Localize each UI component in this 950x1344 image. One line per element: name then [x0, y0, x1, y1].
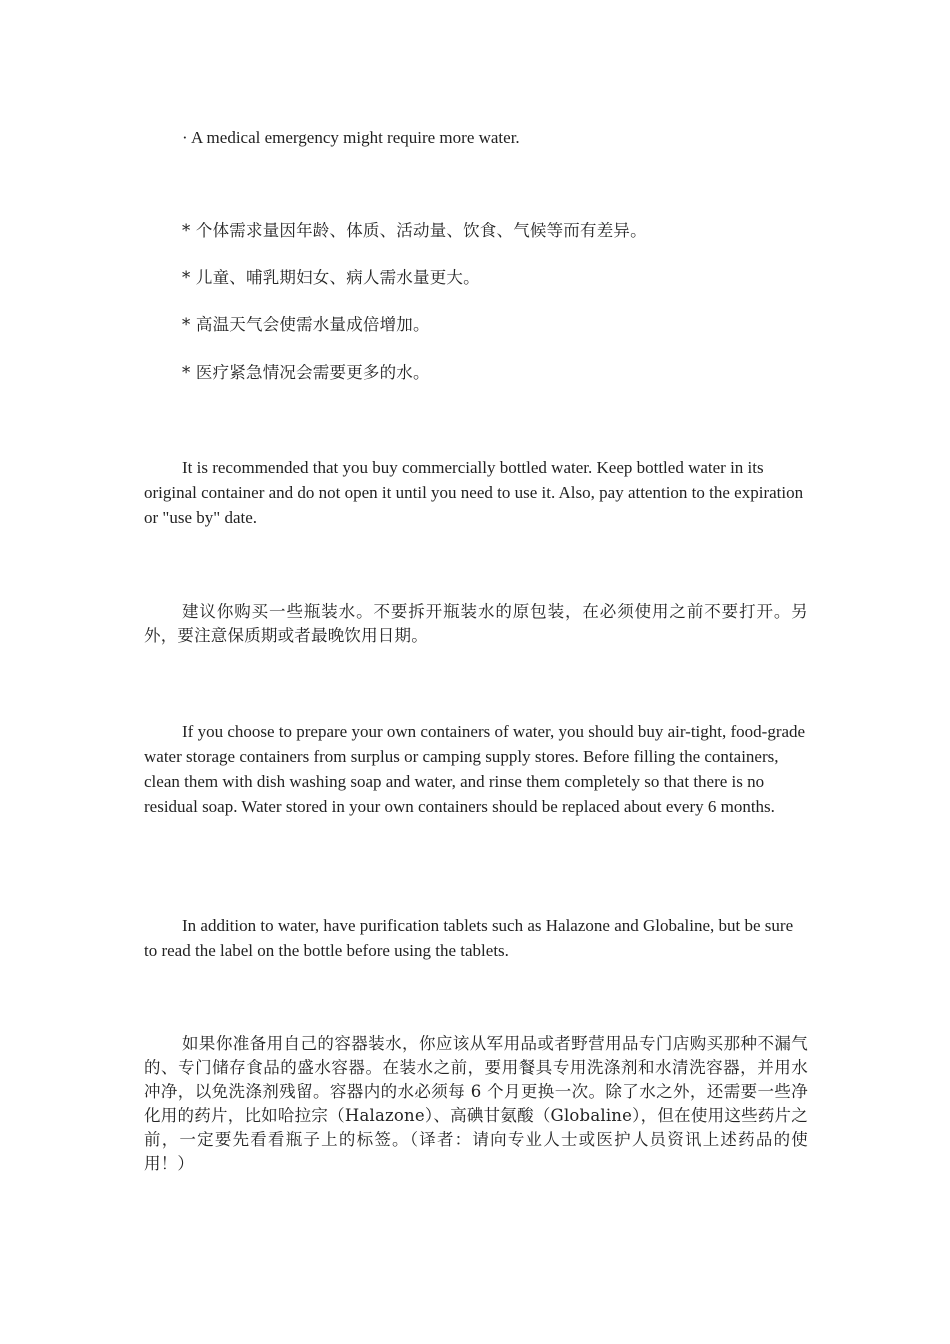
- note-children-needs: * 儿童、哺乳期妇女、病人需水量更大。: [182, 268, 480, 287]
- paragraph-own-containers-zh: 如果你准备用自己的容器装水，你应该从军用品或者野营用品专门店购买那种不漏气的、专门储存食品的盛水容器。在装水之前，要用餐具专用洗涤剂和水清洗容器，并用水冲净，以免洗涤剂残留。容器内的水必须每 6 个月更换一次。除了水之外，还需要一些净化用的药片，比如哈拉宗（Halazone）、高碘甘氨酸（Globaline），但在使用这些药片之前，一定要先看看瓶子上的标签。（译者：请向专业人士或医护人员资讯上述药品的使用！）: [144, 1034, 808, 1173]
- paragraph-bottled-water-en: It is recommended that you buy commercially bottled water. Keep bottled water in its original container and do not open it until you need to use it. Also, pay attention to the expiration or "use by" date.: [144, 458, 804, 527]
- paragraph-own-containers-en: If you choose to prepare your own containers of water, you should buy air-tight, food-grade water storage containers from surplus or camping supply stores. Before filling the containers, clean them with dish washing soap and water, and rinse them completely so that there is no residual soap. Water stored in your own containers should be replaced about every 6 months.: [144, 722, 806, 816]
- paragraph-bottled-water-zh: 建议你购买一些瓶装水。不要拆开瓶装水的原包装，在必须使用之前不要打开。另外，要注意保质期或者最晚饮用日期。: [144, 602, 808, 645]
- bullet-medical-emergency: · A medical emergency might require more water.: [182, 128, 520, 147]
- note-hot-weather: * 高温天气会使需水量成倍增加。: [182, 315, 430, 334]
- note-individual-needs: * 个体需求量因年龄、体质、活动量、饮食、气候等而有差异。: [182, 221, 647, 240]
- note-medical-emergency: * 医疗紧急情况会需要更多的水。: [182, 363, 430, 382]
- paragraph-purification-tablets-en: In addition to water, have purification tablets such as Halazone and Globaline, but be sure to read the label on the bottle before using the tablets.: [144, 916, 794, 960]
